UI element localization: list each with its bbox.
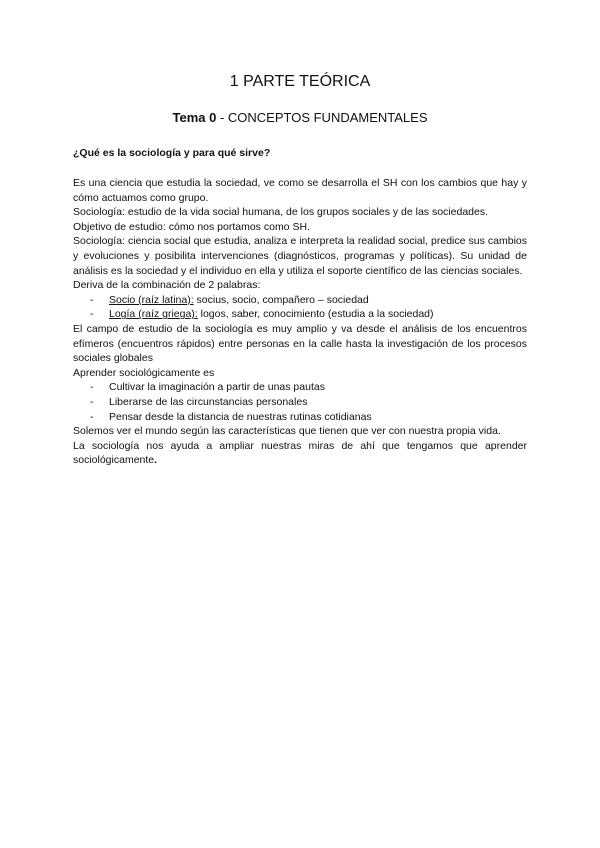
list-bullet: -: [90, 308, 94, 321]
body-text: [73, 176, 527, 468]
list-bullet: -: [90, 410, 94, 423]
etymology-description: socius, socio, compañero – sociedad: [193, 293, 369, 306]
paragraph-field-of-study: El campo de estudio de la sociología es muy amplio y va desde el análisis de los encuentros efímeros (encuentros rápidos) entre personas en la calle hasta la investigación de los procesos sociales globales: [73, 322, 527, 365]
list-item: [73, 307, 527, 322]
paragraph-etymology-intro: Deriva de la combinación de 2 palabras:: [73, 279, 261, 292]
conclusion-text: La sociología nos ayuda a ampliar nuestras miras de ahí que tengamos que aprender sociológicamente: [73, 439, 527, 467]
etymology-term: Socio (raíz latina):: [109, 293, 194, 306]
paragraph-definition: Es una ciencia que estudia la sociedad, ve como se desarrolla el SH con los cambios que hay y cómo actuamos como grupo.: [73, 177, 527, 204]
list-bullet: -: [90, 395, 94, 408]
list-item: [73, 380, 527, 395]
list-item-text: Pensar desde la distancia de nuestras rutinas cotidianas: [109, 410, 372, 423]
list-item: [73, 410, 527, 425]
etymology-description: logos, saber, conocimiento (estudia a la sociedad): [197, 308, 434, 321]
paragraph-conclusion: [73, 439, 527, 468]
section-heading-number: Tema 0: [172, 110, 217, 125]
paragraph-sociology-science: Sociología: ciencia social que estudia, analiza e interpreta la realidad social, predice sus cambios y evoluciones y posibilita intervenciones (diagnósticos, programas y políticas). Su unidad de análisis es la sociedad y el individuo en ella y utiliza el soporte científico de las ciencias sociales.: [73, 235, 527, 277]
paragraph-study-objective: Objetivo de estudio: cómo nos portamos como SH.: [73, 220, 310, 233]
section-heading: [0, 109, 600, 127]
paragraph-learn-intro: Aprender sociológicamente es: [73, 366, 215, 379]
paragraph-world-view: Solemos ver el mundo según las características que tienen que ver con nuestra propia vida.: [73, 425, 501, 438]
conclusion-period: .: [154, 454, 158, 467]
list-bullet: -: [90, 293, 94, 306]
list-item-text: Liberarse de las circunstancias personales: [109, 395, 308, 408]
question-heading: ¿Qué es la sociología y para qué sirve?: [73, 147, 271, 159]
etymology-term: Logía (raíz griega):: [109, 308, 198, 321]
section-heading-text: - CONCEPTOS FUNDAMENTALES: [216, 110, 428, 125]
list-item: [73, 293, 527, 308]
page-title: 1 PARTE TEÓRICA: [229, 73, 371, 90]
paragraph-sociology-definition: Sociología: estudio de la vida social humana, de los grupos sociales y de las sociedades.: [73, 206, 489, 219]
list-item-text: Cultivar la imaginación a partir de unas pautas: [109, 381, 325, 394]
list-bullet: -: [90, 381, 94, 394]
list-item: [73, 395, 527, 410]
